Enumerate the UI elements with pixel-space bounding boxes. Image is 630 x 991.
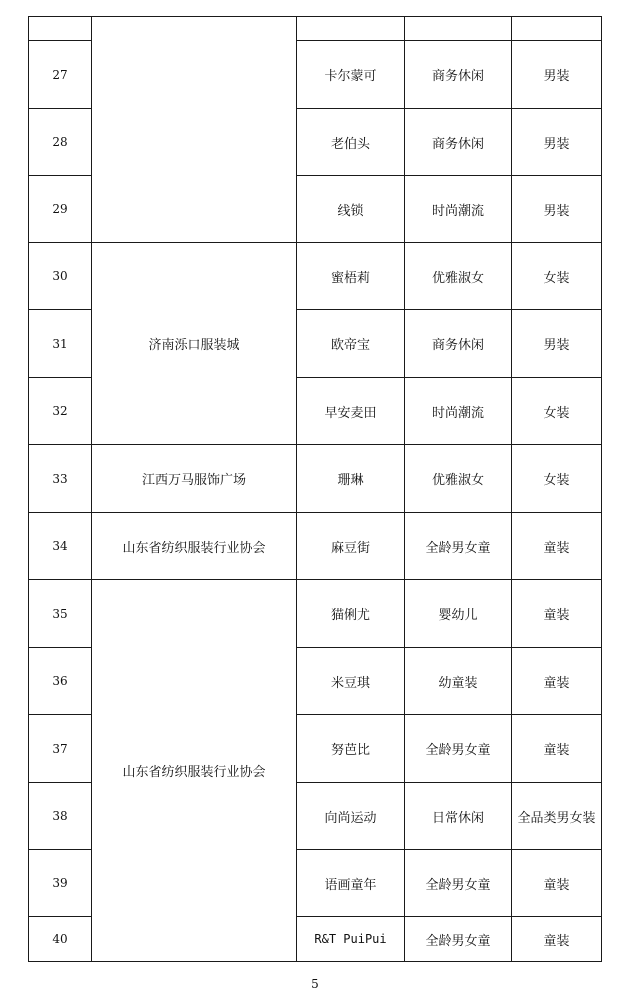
table-cell <box>297 17 405 41</box>
brand-category: 女装 <box>512 243 602 310</box>
brand-name: 早安麦田 <box>297 378 405 445</box>
brand-category: 女装 <box>512 445 602 513</box>
brand-name: 蜜梧莉 <box>297 243 405 310</box>
brand-style: 时尚潮流 <box>405 378 512 445</box>
page-number: 5 <box>311 977 319 991</box>
brand-style: 幼童装 <box>405 648 512 715</box>
brand-category: 童装 <box>512 580 602 648</box>
brand-name: 线锁 <box>297 176 405 243</box>
brand-style: 时尚潮流 <box>405 176 512 243</box>
brand-name: 欧帝宝 <box>297 310 405 378</box>
row-number: 34 <box>29 513 92 580</box>
unit-cell <box>92 17 297 243</box>
brand-name: 向尚运动 <box>297 783 405 850</box>
brand-name: 珊琳 <box>297 445 405 513</box>
table-cell <box>512 17 602 41</box>
brand-style: 商务休闲 <box>405 41 512 109</box>
brand-style: 全龄男女童 <box>405 513 512 580</box>
brand-category: 男装 <box>512 41 602 109</box>
brand-style: 日常休闲 <box>405 783 512 850</box>
brand-name: 卡尔蒙可 <box>297 41 405 109</box>
brand-name: R&T PuiPui <box>297 917 405 962</box>
brand-category: 男装 <box>512 310 602 378</box>
row-number: 31 <box>29 310 92 378</box>
brand-style: 优雅淑女 <box>405 445 512 513</box>
brand-name: 猫俐尤 <box>297 580 405 648</box>
row-number: 32 <box>29 378 92 445</box>
row-number: 29 <box>29 176 92 243</box>
row-number: 33 <box>29 445 92 513</box>
unit-cell: 山东省纺织服装行业协会 <box>92 580 297 962</box>
brand-name: 努芭比 <box>297 715 405 783</box>
row-number: 28 <box>29 109 92 176</box>
table-row <box>29 243 602 310</box>
brand-style: 全龄男女童 <box>405 715 512 783</box>
brand-style: 婴幼儿 <box>405 580 512 648</box>
brand-name: 老伯头 <box>297 109 405 176</box>
row-number: 40 <box>29 917 92 962</box>
row-number: 37 <box>29 715 92 783</box>
brand-style: 商务休闲 <box>405 310 512 378</box>
table-row-continuation <box>29 17 602 41</box>
brand-category: 女装 <box>512 378 602 445</box>
brand-category: 童装 <box>512 850 602 917</box>
brand-name: 语画童年 <box>297 850 405 917</box>
brand-category: 童装 <box>512 917 602 962</box>
brand-name: 麻豆街 <box>297 513 405 580</box>
brand-category: 男装 <box>512 109 602 176</box>
table-cell <box>29 17 92 41</box>
brand-category: 男装 <box>512 176 602 243</box>
table-row <box>29 513 602 580</box>
row-number: 35 <box>29 580 92 648</box>
brand-category: 全品类男女装 <box>512 783 602 850</box>
brand-style: 商务休闲 <box>405 109 512 176</box>
brand-category: 童装 <box>512 513 602 580</box>
unit-cell: 江西万马服饰广场 <box>92 445 297 513</box>
brand-style: 全龄男女童 <box>405 917 512 962</box>
row-number: 36 <box>29 648 92 715</box>
brand-name: 米豆琪 <box>297 648 405 715</box>
row-number: 30 <box>29 243 92 310</box>
brand-style: 全龄男女童 <box>405 850 512 917</box>
brand-table <box>28 16 602 962</box>
table-row <box>29 445 602 513</box>
unit-cell: 济南泺口服装城 <box>92 243 297 445</box>
row-number: 27 <box>29 41 92 109</box>
unit-cell: 山东省纺织服装行业协会 <box>92 513 297 580</box>
row-number: 38 <box>29 783 92 850</box>
row-number: 39 <box>29 850 92 917</box>
table-row <box>29 580 602 648</box>
brand-category: 童装 <box>512 648 602 715</box>
brand-style: 优雅淑女 <box>405 243 512 310</box>
brand-category: 童装 <box>512 715 602 783</box>
table-cell <box>405 17 512 41</box>
